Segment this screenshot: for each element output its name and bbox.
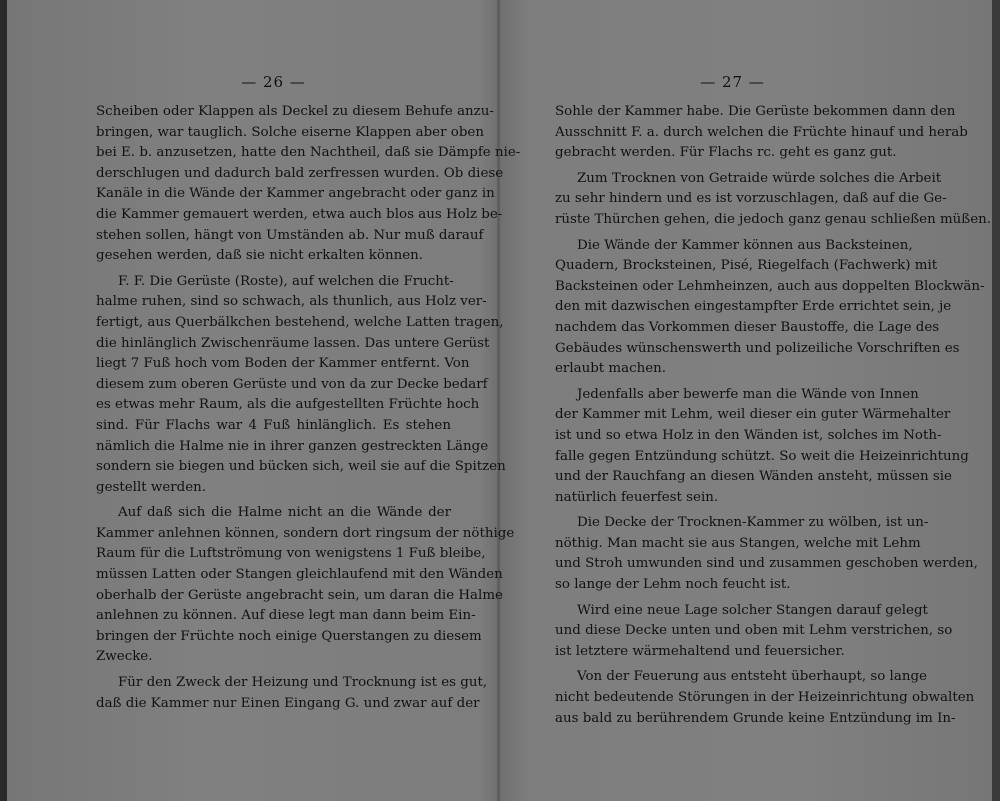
text-line: Auf daß sich die Halme nicht an die Wände der: [118, 505, 451, 521]
text-line: die Kammer gemauert werden, etwa auch blos aus Holz be-: [96, 206, 503, 222]
text-line: bei E. b. anzusetzen, hatte den Nachtheil, daß sie Dämpfe nie-: [96, 145, 521, 161]
text-line: bringen, war tauglich. Solche eiserne Klappen aber oben: [96, 124, 484, 140]
text-line: Zum Trocknen von Getraide würde solches die Arbeit: [577, 170, 942, 186]
text-line: anlehnen zu können. Auf diese legt man dann beim Ein-: [96, 608, 476, 624]
text-line: ist und so etwa Holz in den Wänden ist, solches im Noth-: [555, 427, 942, 443]
text-line: nöthig. Man macht sie aus Stangen, welche mit Lehm: [555, 535, 921, 551]
page-number-right: — 27 —: [700, 73, 765, 91]
page-number-left: — 26 —: [241, 73, 306, 91]
text-line: gestellt werden.: [96, 479, 207, 495]
text-line: müssen Latten oder Stangen gleichlaufend mit den Wänden: [96, 567, 503, 583]
right-page-text: [555, 102, 992, 729]
text-line: rüste Thürchen gehen, die jedoch ganz genau schließen müßen.: [555, 211, 992, 227]
text-line: oberhalb der Gerüste angebracht sein, um daran die Halme: [96, 587, 503, 603]
text-line: Sohle der Kammer habe. Die Gerüste bekommen dann den: [555, 104, 956, 119]
text-line: so lange der Lehm noch feucht ist.: [555, 577, 791, 593]
text-line: gebracht werden. Für Flachs rc. geht es ganz gut.: [555, 145, 897, 161]
text-line: Von der Feuerung aus entsteht überhaupt, so lange: [577, 669, 927, 685]
text-line: liegt 7 Fuß hoch vom Boden der Kammer entfernt. Von: [96, 356, 470, 372]
text-line: Ausschnitt F. a. durch welchen die Früchte hinauf und herab: [555, 124, 968, 140]
text-line: F. F. Die Gerüste (Roste), auf welchen die Frucht-: [118, 273, 454, 289]
text-line: Wird eine neue Lage solcher Stangen darauf gelegt: [577, 602, 928, 618]
text-line: sondern sie biegen und bücken sich, weil sie auf die Spitzen: [96, 459, 506, 475]
text-line: bringen der Früchte noch einige Querstangen zu diesem: [96, 628, 482, 644]
text-line: Jedenfalls aber bewerfe man die Wände von Innen: [577, 386, 919, 402]
right-page: [555, 70, 992, 729]
text-line: gesehen werden, daß sie nicht erkalten können.: [96, 248, 424, 264]
text-line: Gebäudes wünschenswerth und polizeiliche Vorschriften es: [555, 340, 960, 356]
text-line: nämlich die Halme nie in ihrer ganzen gestreckten Länge: [96, 438, 489, 454]
left-page-edge: [0, 0, 7, 801]
text-line: Für den Zweck der Heizung und Trocknung ist es gut,: [118, 675, 488, 691]
text-line: und Stroh umwunden sind und zusammen geschoben werden,: [555, 556, 978, 572]
text-line: es etwas mehr Raum, als die aufgestellten Früchte hoch: [96, 397, 480, 413]
text-line: aus bald zu berührendem Grunde keine Entzündung im In-: [555, 710, 956, 726]
text-line: Raum für die Luftströmung von wenigstens 1 Fuß bleibe,: [96, 546, 486, 562]
text-line: zu sehr hindern und es ist vorzuschlagen, daß auf die Ge-: [555, 191, 947, 207]
text-line: Kanäle in die Wände der Kammer angebracht oder ganz in: [96, 186, 495, 202]
text-line: der Kammer mit Lehm, weil dieser ein guter Wärmehalter: [555, 407, 951, 423]
text-line: nicht bedeutende Störungen in der Heizeinrichtung obwalten: [555, 690, 975, 706]
text-line: Backsteinen oder Lehmheinzen, auch aus doppelten Blockwän-: [555, 278, 985, 294]
text-line: daß die Kammer nur Einen Eingang G. und zwar auf der: [96, 695, 480, 711]
text-line: und diese Decke unten und oben mit Lehm verstrichen, so: [555, 623, 953, 639]
text-line: Scheiben oder Klappen als Deckel zu diesem Behufe anzu-: [96, 104, 494, 119]
text-line: Die Decke der Trocknen-Kammer zu wölben, ist un-: [577, 515, 929, 531]
text-line: Quadern, Brocksteinen, Pisé, Riegelfach (Fachwerk) mit: [555, 258, 938, 274]
right-page-edge: [992, 0, 1000, 801]
text-line: nachdem das Vorkommen dieser Baustoffe, die Lage des: [555, 319, 940, 335]
text-line: erlaubt machen.: [555, 361, 667, 377]
text-line: ist letztere wärmehaltend und feuersicher.: [555, 643, 845, 659]
left-page: [96, 70, 521, 714]
text-line: stehen sollen, hängt von Umständen ab. Nur muß darauf: [96, 227, 484, 243]
text-line: natürlich feuerfest sein.: [555, 489, 719, 505]
text-line: diesem zum oberen Gerüste und von da zur Decke bedarf: [96, 376, 488, 392]
text-line: und der Rauchfang an diesen Wänden ansteht, müssen sie: [555, 469, 952, 485]
text-line: fertigt, aus Querbälkchen bestehend, welche Latten tragen,: [96, 314, 504, 330]
text-line: den mit dazwischen eingestampfter Erde errichtet sein, je: [555, 299, 952, 315]
text-line: die hinlänglich Zwischenräume lassen. Das untere Gerüst: [96, 335, 490, 351]
text-line: halme ruhen, sind so schwach, als thunlich, aus Holz ver-: [96, 294, 487, 310]
text-line: derschlugen und dadurch bald zerfressen wurden. Ob diese: [96, 165, 504, 181]
text-line: Zwecke.: [96, 649, 153, 665]
text-line: Die Wände der Kammer können aus Backsteinen,: [577, 237, 913, 253]
left-page-text: [96, 102, 521, 714]
book-gutter: [497, 0, 500, 801]
text-line: falle gegen Entzündung schützt. So weit die Heizeinrichtung: [555, 448, 969, 464]
text-line: Kammer anlehnen können, sondern dort ringsum der nöthige: [96, 525, 515, 541]
text-line: sind. Für Flachs war 4 Fuß hinlänglich. Es stehen: [96, 417, 451, 433]
